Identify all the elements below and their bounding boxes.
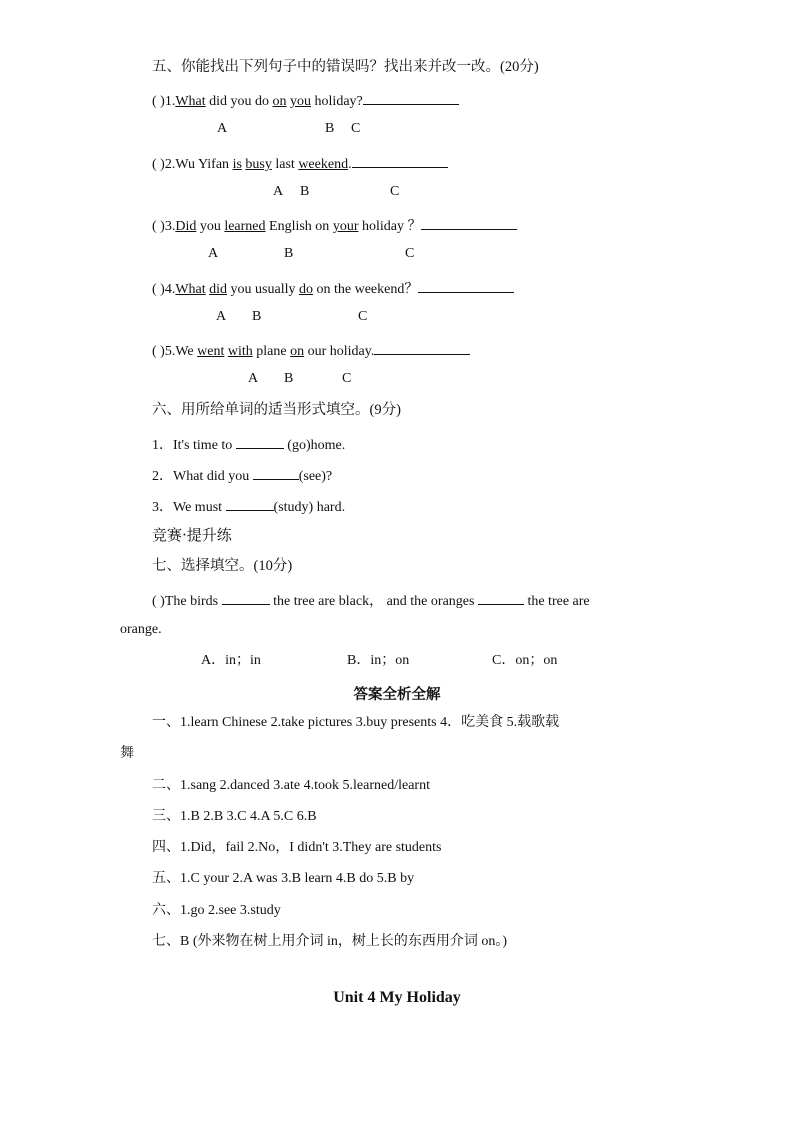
- s6-item-2: 2．What did you (see)?: [152, 465, 332, 486]
- answer-blank[interactable]: [222, 590, 270, 605]
- underlined-word-b: with: [227, 344, 253, 359]
- answer-line-4: 四、1.Did，fail 2.No，I didn't 3.They are students: [152, 840, 442, 855]
- underlined-word-c: weekend: [298, 157, 349, 172]
- answer-line-2: 二、1.sang 2.danced 3.ate 4.took 5.learned/learnt: [152, 778, 430, 793]
- option-label: B: [300, 184, 310, 199]
- option-label: A: [208, 246, 219, 261]
- answer-line-3: 三、1.B 2.B 3.C 4.A 5.C 6.B: [152, 809, 317, 824]
- s5-item-5: ( )5.We went with plane on our holiday.: [152, 340, 470, 361]
- underlined-word-a: What: [175, 282, 206, 297]
- underlined-word-c: your: [332, 219, 359, 234]
- underlined-word-c: on: [290, 344, 305, 359]
- answer-blank[interactable]: [226, 496, 274, 511]
- answer-line-1-cont: 舞: [120, 746, 134, 761]
- option-a: A．in；in: [201, 653, 261, 668]
- answer-blank[interactable]: [478, 590, 524, 605]
- s7-question: ( )The birds the tree are black， and the oranges the tree are: [152, 590, 674, 611]
- answer-blank[interactable]: [253, 465, 299, 480]
- correction-blank[interactable]: [363, 90, 459, 105]
- option-label: A: [248, 371, 259, 386]
- option-label: C: [405, 246, 415, 261]
- underlined-word-b: on: [272, 94, 287, 109]
- option-label: C: [390, 184, 400, 199]
- s5-item-4: ( )4.What did you usually do on the weekend？: [152, 278, 514, 299]
- s5-item-2: ( )2.Wu Yifan is busy last weekend.: [152, 153, 448, 174]
- correction-blank[interactable]: [418, 278, 514, 293]
- underlined-word-a: Did: [175, 219, 197, 234]
- option-b: B．in；on: [347, 653, 410, 668]
- underlined-word-a: is: [232, 157, 242, 172]
- answer-line-1: 一、1.learn Chinese 2.take pictures 3.buy presents 4．吃美食 5.载歌载: [152, 715, 560, 730]
- underlined-word-c: you: [290, 94, 312, 109]
- underlined-word-c: do: [299, 282, 313, 297]
- option-label: B: [252, 309, 262, 324]
- option-label: A: [273, 184, 284, 199]
- section-6-title: 六、用所给单词的适当形式填空。(9分): [152, 402, 401, 418]
- option-label: B: [325, 121, 335, 136]
- option-label: A: [216, 309, 227, 324]
- option-label: B: [284, 246, 294, 261]
- s5-item-3: ( )3.Did you learned English on your holiday ？: [152, 215, 517, 236]
- answer-line-6: 六、1.go 2.see 3.study: [152, 903, 281, 918]
- option-label: B: [284, 371, 294, 386]
- underlined-word-b: learned: [224, 219, 266, 234]
- section-7-title: 七、选择填空。(10分): [152, 558, 293, 574]
- answer-line-7: 七、B (外来物在树上用介词 in，树上长的东西用介词 on。): [152, 934, 508, 949]
- option-label: C: [358, 309, 368, 324]
- answers-title: 答案全析全解: [353, 687, 441, 703]
- competition-label: 竞赛·提升练: [152, 526, 232, 544]
- underlined-word-a: went: [197, 344, 225, 359]
- underlined-word-b: busy: [245, 157, 272, 172]
- option-c: C．on；on: [492, 653, 558, 668]
- underlined-word-a: What: [175, 94, 206, 109]
- section-5-title: 五、你能找出下列句子中的错误吗？找出来并改一改。(20分): [152, 59, 539, 75]
- option-label: C: [342, 371, 352, 386]
- unit-title: Unit 4 My Holiday: [333, 989, 461, 1006]
- underlined-word-b: did: [209, 282, 228, 297]
- answer-blank[interactable]: [236, 434, 284, 449]
- correction-blank[interactable]: [421, 215, 517, 230]
- option-label: A: [217, 121, 228, 136]
- s7-question-cont: orange.: [120, 622, 162, 637]
- s5-item-1: ( )1.What did you do on you holiday?: [152, 90, 459, 111]
- s6-item-3: 3．We must (study) hard.: [152, 496, 345, 517]
- s6-item-1: 1．It's time to (go)home.: [152, 434, 345, 455]
- answer-line-5: 五、1.C your 2.A was 3.B learn 4.B do 5.B by: [152, 871, 415, 886]
- option-label: C: [351, 121, 361, 136]
- correction-blank[interactable]: [374, 340, 470, 355]
- correction-blank[interactable]: [352, 153, 448, 168]
